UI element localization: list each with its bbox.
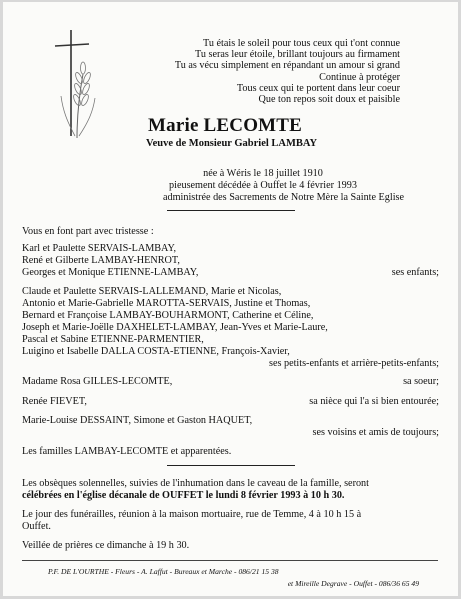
poem-line: Tu étais le soleil pour tous ceux qui t'ont connue	[203, 38, 400, 49]
sister-role: sa soeur;	[403, 376, 439, 387]
grandchild-line: Pascal et Sabine ETIENNE-PARMENTIER,	[22, 334, 204, 345]
cross-wheat-icon	[49, 26, 99, 146]
grandchild-line: Joseph et Marie-Joëlle DAXHELET-LAMBAY, Jean-Yves et Marie-Laure,	[22, 322, 328, 333]
niece-line: Renée FIEVET,	[22, 396, 87, 407]
grandchild-line: Antonio et Marie-Gabrielle MAROTTA-SERVAIS, Justine et Thomas,	[22, 298, 311, 309]
poem-line: Tu as vécu simplement en répandant un amour si grand	[174, 60, 400, 72]
vigil-line: Veillée de prières ce dimanche à 19 h 30.	[22, 540, 190, 551]
families-line: Les familles LAMBAY-LECOMTE et apparentées.	[22, 446, 232, 457]
sister-line: Madame Rosa GILLES-LECOMTE,	[22, 376, 173, 387]
children-role: ses enfants;	[391, 267, 439, 278]
poem	[175, 38, 400, 105]
neighbours-line: Marie-Louise DESSAINT, Simone et Gaston HAQUET,	[22, 415, 253, 426]
poem-line: Tous ceux qui te portent dans leur coeur	[236, 82, 400, 94]
funeral-line: célébrées en l'église décanale de OUFFET le lundi 8 février 1993 à 10 h 30.	[22, 490, 345, 501]
footer-line: P.F. DE L'OURTHE - Fleurs - A. Laffut - Bureaux et Marche - 086/21 15 38	[48, 567, 279, 576]
poem-line: Continue à protéger	[319, 71, 400, 83]
sacraments-line: administrée des Sacrements de Notre Mère la Sainte Eglise	[163, 192, 405, 203]
grandchild-line: Claude et Paulette SERVAIS-LALLEMAND, Marie et Nicolas,	[22, 286, 282, 297]
grandchildren-role: ses petits-enfants et arrière-petits-enfants;	[268, 358, 439, 369]
funeral-notice	[3, 2, 458, 596]
reunion-line: Le jour des funérailles, réunion à la maison mortuaire, rue de Temme, 4 à 10 h 15 à	[22, 509, 362, 520]
divider	[167, 465, 295, 466]
poem-line: Que ton repos soit doux et paisible	[258, 94, 400, 106]
intro-line: Vous en font part avec tristesse :	[22, 226, 154, 237]
child-line: Karl et Paulette SERVAIS-LAMBAY,	[22, 243, 177, 254]
divider	[167, 210, 295, 211]
niece-role: sa nièce qui l'a si bien entourée;	[309, 396, 439, 407]
footer-divider	[22, 560, 438, 561]
deceased-subtitle: Veuve de Monsieur Gabriel LAMBAY	[146, 138, 318, 149]
birth-line: née à Wéris le 18 juillet 1910	[203, 168, 323, 179]
poem-line: Tu seras leur étoile, brillant toujours au firmament	[194, 49, 400, 61]
death-line: pieusement décédée à Ouffet le 4 février 1993	[169, 180, 357, 191]
neighbours-role: ses voisins et amis de toujours;	[312, 427, 439, 438]
child-line: René et Gilberte LAMBAY-HENROT,	[22, 255, 180, 266]
footer-line: et Mireille Degrave - Ouffet - 086/36 65 49	[287, 579, 419, 588]
funeral-line: Les obsèques solennelles, suivies de l'inhumation dans le caveau de la famille, seront	[22, 478, 369, 489]
child-line: Georges et Monique ETIENNE-LAMBAY,	[22, 267, 199, 278]
grandchild-line: Bernard et Françoise LAMBAY-BOUHARMONT, Catherine et Céline,	[22, 310, 314, 321]
deceased-name: Marie LECOMTE	[148, 115, 303, 136]
reunion-line: Ouffet.	[22, 521, 51, 532]
grandchild-line: Luigino et Isabelle DALLA COSTA-ETIENNE, François-Xavier,	[22, 346, 290, 357]
